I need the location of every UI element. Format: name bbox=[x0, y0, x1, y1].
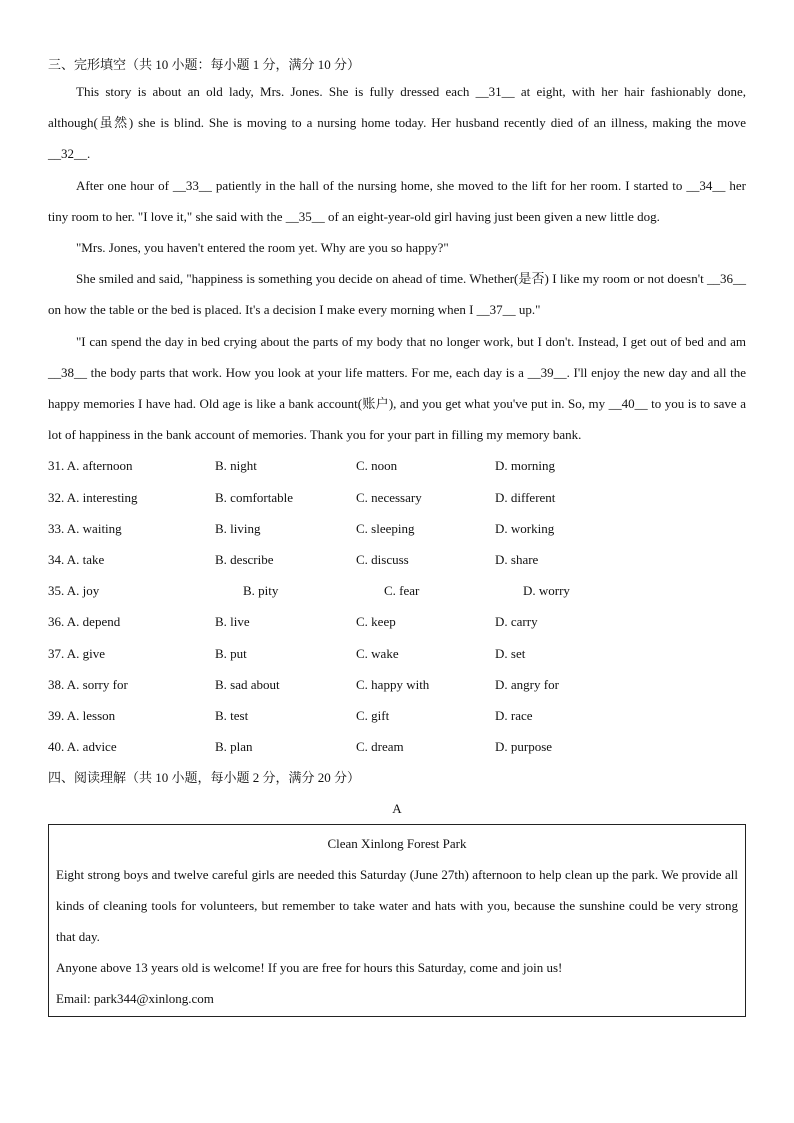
option-d: D. purpose bbox=[495, 739, 553, 755]
option-a: 33. A. waiting bbox=[48, 520, 122, 536]
option-d: D. share bbox=[495, 552, 539, 567]
option-d: D. angry for bbox=[495, 676, 559, 692]
option-row-34 bbox=[48, 544, 746, 575]
option-a: 40. A. advice bbox=[48, 739, 117, 755]
passage-label: A bbox=[392, 801, 402, 817]
option-c: C. sleeping bbox=[356, 520, 415, 536]
cloze-passage bbox=[48, 76, 746, 450]
passage-paragraph: This story is about an old lady, Mrs. Jones. She is fully dressed each __31__ at eight, with her hair fashionably done, although(虽然) she is blind. She is moving to a nursing home today. Her husband recently died of an illness, making the move __32__. bbox=[48, 84, 746, 162]
passage-paragraph: "Mrs. Jones, you haven't entered the room yet. Why are you so happy?" bbox=[76, 240, 449, 256]
option-row-35 bbox=[48, 575, 746, 606]
option-a: 35. A. joy bbox=[48, 583, 100, 599]
option-a: 38. A. sorry for bbox=[48, 676, 128, 692]
option-row-32 bbox=[48, 482, 746, 513]
notice-box bbox=[48, 824, 746, 1017]
option-b: B. test bbox=[215, 707, 249, 723]
option-row-33 bbox=[48, 513, 746, 544]
option-d: D. race bbox=[495, 707, 533, 723]
option-d: D. working bbox=[495, 520, 555, 536]
answer-options bbox=[48, 450, 746, 762]
option-a: 36. A. depend bbox=[48, 614, 121, 630]
option-a: 37. A. give bbox=[48, 645, 106, 661]
exam-page bbox=[48, 53, 746, 1017]
option-d: D. worry bbox=[523, 583, 570, 599]
passage-paragraph: "I can spend the day in bed crying about the parts of my body that no longer work, but I don't. Instead, I get out of bed and am __38__ the body parts that work. How you look at your life matters. For me, each day is a __39__. I'll enjoy the new day and all the happy memories I have had. Old age is like a bank account(账户), and you get what you've put in. So, my __40__ to you is to save a lot of happiness in the bank account of memories. Thank you for your part in filling my memory bank. bbox=[48, 333, 746, 443]
option-d: D. carry bbox=[495, 614, 538, 630]
passage-paragraph: After one hour of __33__ patiently in the hall of the nursing home, she moved to the lift for her room. I started to __34__ her tiny room to her. "I love it," she said with the __35__ of an eight-year-old girl having just been given a new little dog. bbox=[48, 177, 746, 224]
option-a: 32. A. interesting bbox=[48, 489, 138, 505]
option-c: C. gift bbox=[356, 707, 390, 723]
option-row-39 bbox=[48, 700, 746, 731]
option-b: B. sad about bbox=[215, 676, 280, 692]
option-c: C. keep bbox=[356, 614, 396, 630]
option-b: B. night bbox=[215, 458, 257, 474]
option-b: B. comfortable bbox=[215, 489, 293, 505]
option-d: D. different bbox=[495, 489, 556, 505]
option-a: 39. A. lesson bbox=[48, 707, 116, 723]
section-4-heading: 四、阅读理解（共 10 小题，每小题 2 分，满分 20 分） bbox=[48, 770, 361, 786]
option-b: B. describe bbox=[215, 552, 274, 567]
option-row-36 bbox=[48, 606, 746, 637]
option-c: C. wake bbox=[356, 645, 399, 661]
option-row-40 bbox=[48, 731, 746, 762]
option-row-38 bbox=[48, 669, 746, 700]
option-c: C. noon bbox=[356, 458, 398, 474]
option-b: B. plan bbox=[215, 739, 253, 755]
passage-paragraph: She smiled and said, "happiness is something you decide on ahead of time. Whether(是否) I like my room or not doesn't __36__ on how the table or the bed is placed. It's a decision I make every morning when I __37__ up." bbox=[48, 271, 746, 318]
option-c: C. discuss bbox=[356, 552, 409, 567]
option-row-37 bbox=[48, 638, 746, 669]
option-a: 31. A. afternoon bbox=[48, 458, 133, 474]
section-3-heading: 三、完形填空（共 10 小题：每小题 1 分，满分 10 分） bbox=[48, 57, 361, 72]
option-d: D. set bbox=[495, 645, 526, 661]
option-d: D. morning bbox=[495, 458, 555, 474]
option-b: B. living bbox=[215, 520, 261, 536]
option-a: 34. A. take bbox=[48, 552, 105, 567]
notice-email: Email: park344@xinlong.com bbox=[56, 991, 214, 1007]
notice-welcome: Anyone above 13 years old is welcome! If you are free for hours this Saturday, come and join us! bbox=[56, 960, 563, 976]
option-b: B. live bbox=[215, 614, 250, 630]
notice-body: Eight strong boys and twelve careful girls are needed this Saturday (June 27th) afternoon to help clean up the park. We provide all kinds of cleaning tools for volunteers, but remember to take water and hats with you, because the sunshine could be very strong that day. bbox=[56, 867, 738, 945]
notice-title: Clean Xinlong Forest Park bbox=[327, 836, 467, 852]
option-b: B. put bbox=[215, 645, 247, 661]
option-row-31 bbox=[48, 450, 746, 481]
option-c: C. happy with bbox=[356, 676, 430, 692]
option-b: B. pity bbox=[243, 583, 279, 599]
option-c: C. necessary bbox=[356, 489, 422, 505]
option-c: C. fear bbox=[384, 583, 420, 599]
option-c: C. dream bbox=[356, 739, 404, 755]
